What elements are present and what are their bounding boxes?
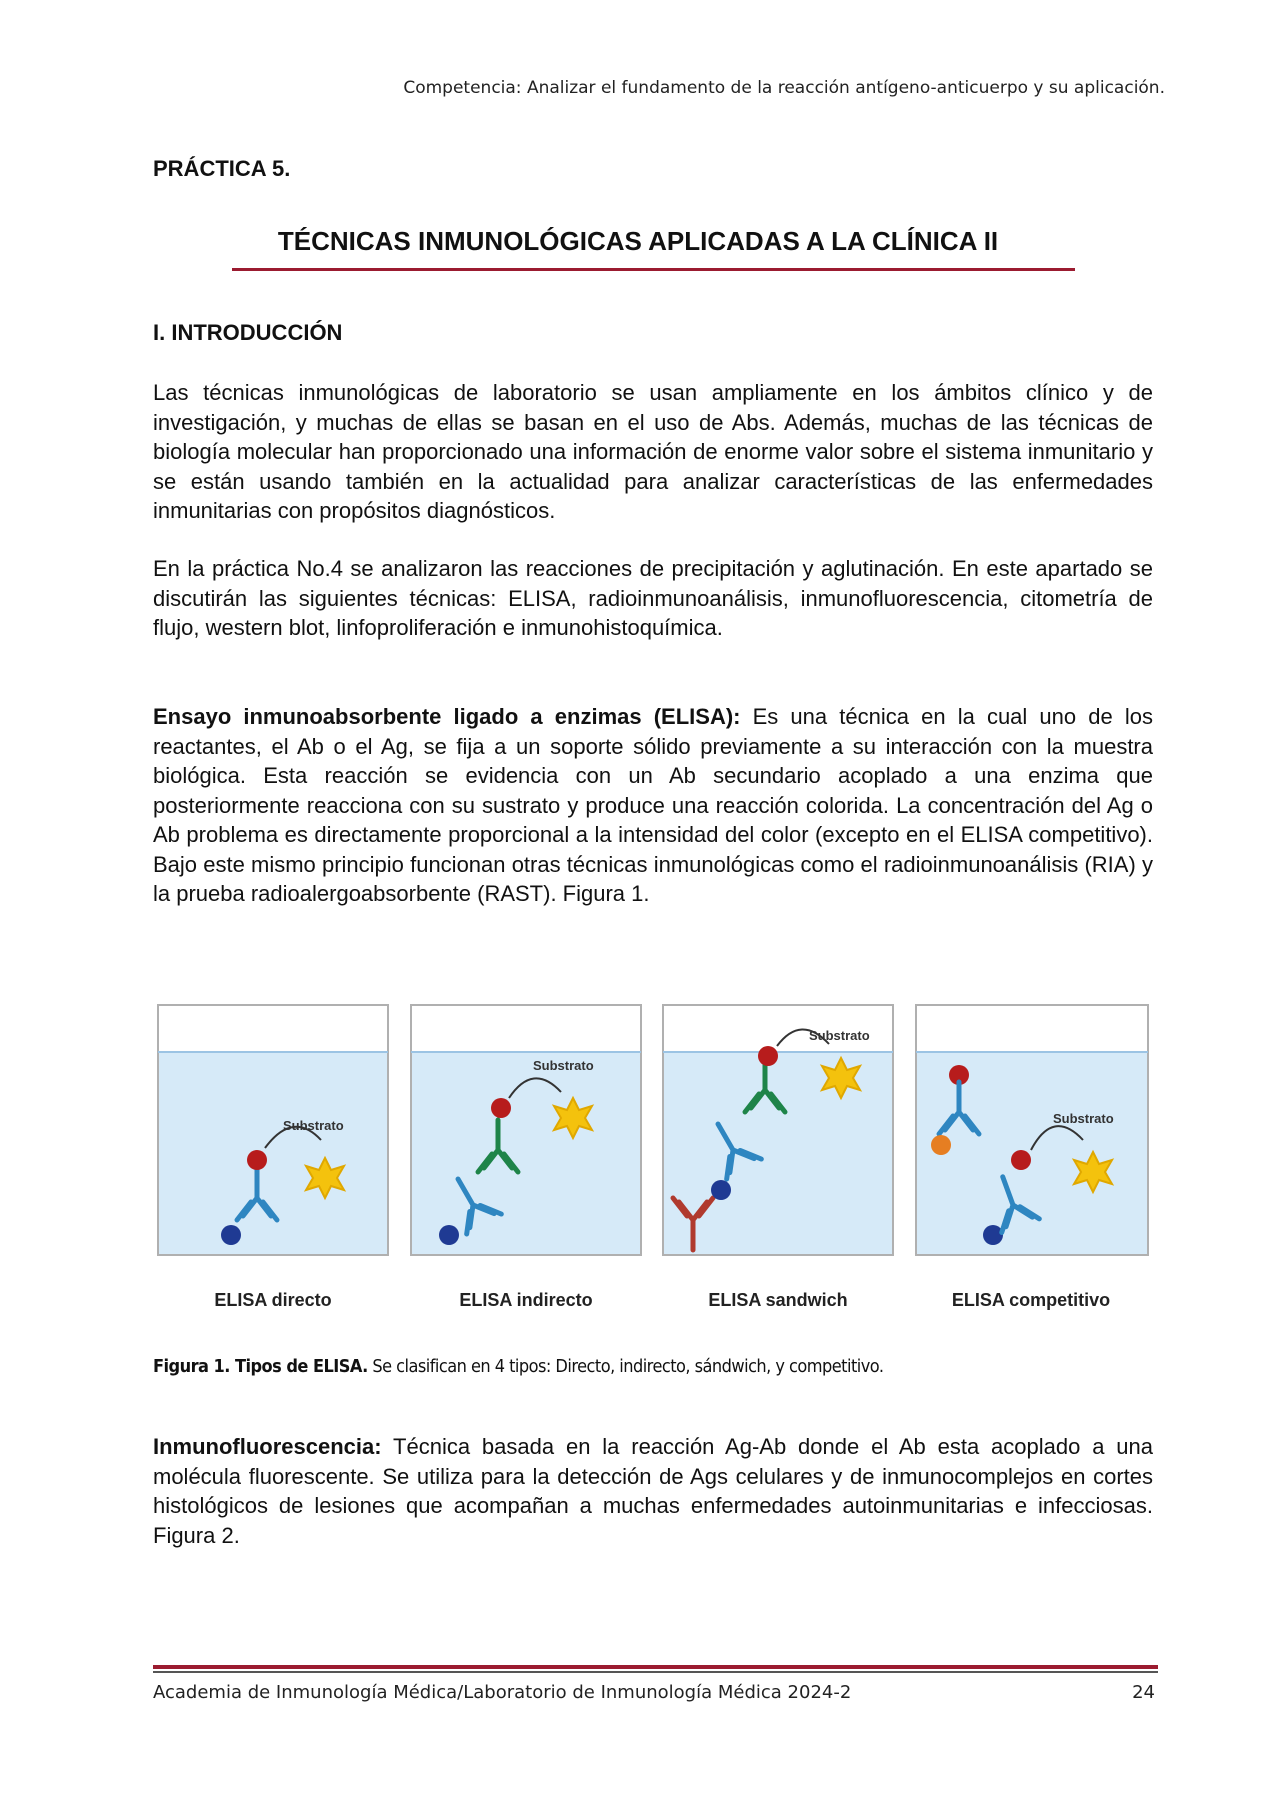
panel-label-competitivo: ELISA competitivo	[951, 1290, 1111, 1310]
antigen-icon	[711, 1180, 731, 1200]
competitor-antigen-icon	[931, 1135, 951, 1155]
panel-label-directo: ELISA directo	[214, 1290, 332, 1310]
elisa-diagram	[153, 1000, 1153, 1280]
enzyme-icon	[1011, 1150, 1031, 1170]
figure-caption	[153, 1356, 883, 1377]
header-competency: Competencia: Analizar el fundamento de la reacción antígeno-anticuerpo y su aplicación.	[403, 78, 1165, 98]
antigen-icon	[439, 1225, 459, 1245]
panel-label-indirecto: ELISA indirecto	[459, 1290, 593, 1310]
immunofluorescence-term: Inmunofluorescencia:	[153, 1434, 382, 1459]
well-elisa-indirecto	[411, 1005, 641, 1255]
enzyme-icon	[491, 1098, 511, 1118]
enzyme-icon	[758, 1046, 778, 1066]
footer-rule	[153, 1665, 1158, 1669]
antigen-icon	[983, 1225, 1003, 1245]
well-elisa-competitivo	[916, 1005, 1148, 1255]
well-elisa-directo	[158, 1005, 388, 1255]
well-elisa-sandwich	[663, 1005, 893, 1255]
caption-text: Se clasifican en 4 tipos: Directo, indirecto, sándwich, y competitivo.	[367, 1356, 884, 1377]
substrate-label: Substrato	[809, 1028, 870, 1043]
section-heading-introduction: I. INTRODUCCIÓN	[153, 320, 343, 345]
caption-title: Figura 1. Tipos de ELISA.	[153, 1356, 368, 1377]
immunofluorescence-description: Técnica basada en la reacción Ag-Ab donde el Ab esta acoplado a una molécula fluorescente. Se utiliza para la detección de Ags celulares y de inmunocomplejos en cortes histológicos de lesiones que acompañan a muchas enfermedades autoinmunitarias e infecciosas. Figura 2.	[153, 1434, 1153, 1548]
page-title: TÉCNICAS INMUNOLÓGICAS APLICADAS A LA CLÍNICA II	[277, 226, 999, 256]
paragraph-techniques: En la práctica No.4 se analizaron las reacciones de precipitación y aglutinación. En este apartado se discutirán las siguientes técnicas: ELISA, radioinmunoanálisis, inmunofluorescencia, citometría de flujo, western blot, linfoproliferación e inmunohistoquímica.	[153, 556, 1153, 640]
substrate-label: Substrato	[1053, 1111, 1114, 1126]
elisa-figure	[153, 1000, 1153, 1310]
paragraph-intro: Las técnicas inmunológicas de laboratorio se usan ampliamente en los ámbitos clínico y de investigación, y muchas de ellas se basan en el uso de Abs. Además, muchas de las técnicas de biología molecular han proporcionado una información de enorme valor sobre el sistema inmunitario y se están usando también en la actualidad para analizar características de las enfermedades inmunitarias con propósitos diagnósticos.	[153, 380, 1153, 523]
panel-label-sandwich: ELISA sandwich	[708, 1290, 848, 1310]
elisa-term: Ensayo inmunoabsorbente ligado a enzimas (ELISA):	[153, 704, 741, 729]
page-number: 24	[1132, 1682, 1155, 1703]
practice-label: PRÁCTICA 5.	[153, 156, 291, 181]
paragraph-elisa	[153, 702, 1153, 909]
footer-rule-thin	[153, 1671, 1158, 1673]
substrate-label: Substrato	[283, 1118, 344, 1133]
substrate-label: Substrato	[533, 1058, 594, 1073]
elisa-description: Es una técnica en la cual uno de los reactantes, el Ab o el Ag, se fija a un soporte sólido previamente a su interacción con la muestra biológica. Esta reacción se evidencia con un Ab secundario acoplado a una enzima que posteriormente reacciona con su sustrato y produce una reacción colorida. La concentración del Ag o Ab problema es directamente proporcional a la intensidad del color (excepto en el ELISA competitivo). Bajo este mismo principio funcionan otras técnicas inmunológicas como el radioinmunoanálisis (RIA) y la prueba radioalergoabsorbente (RAST). Figura 1.	[153, 704, 1153, 906]
antigen-icon	[221, 1225, 241, 1245]
paragraph-immunofluorescence	[153, 1432, 1153, 1550]
enzyme-icon	[247, 1150, 267, 1170]
footer-institution: Academia de Inmunología Médica/Laboratorio de Inmunología Médica 2024-2	[153, 1682, 852, 1703]
title-underline	[232, 268, 1075, 271]
